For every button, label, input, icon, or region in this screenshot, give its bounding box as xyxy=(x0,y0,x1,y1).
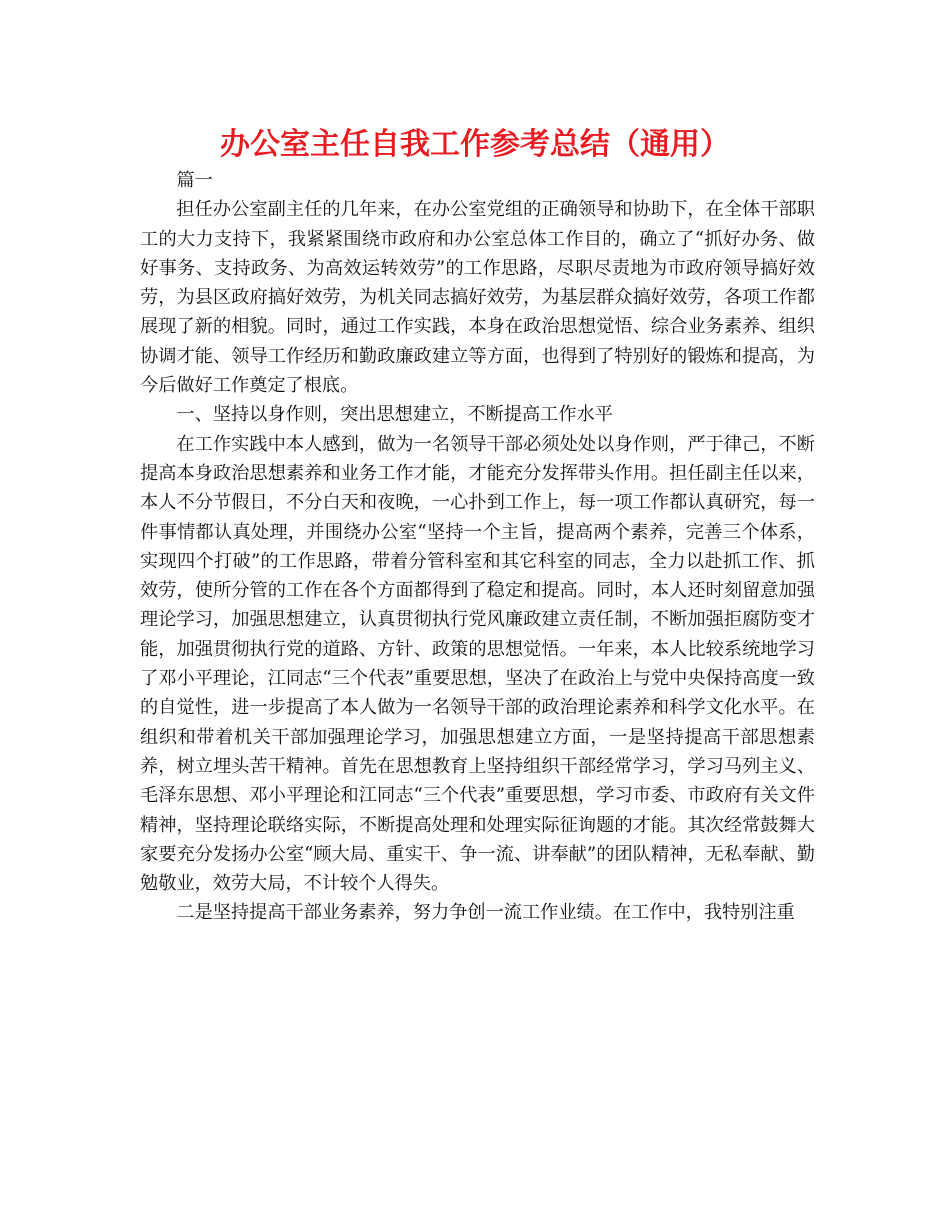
body-paragraph: 在工作实践中本人感到，做为一名领导干部必须处处以身作则，严于律己，不断提高本身政治思想素养和业务工作才能，才能充分发挥带头作用。担任副主任以来，本人不分节假日，不分白天和夜晚，一心扑到工作上，每一项工作都认真研究，每一件事情都认真处理，并围绕办公室“坚持一个主旨，提高两个素养，完善三个体系，实现四个打破”的工作思路，带着分管科室和其它科室的同志，全力以赴抓工作、抓效劳，使所分管的工作在各个方面都得到了稳定和提高。同时，本人还时刻留意加强理论学习，加强思想建立，认真贯彻执行党风廉政建立责任制，不断加强拒腐防变才能，加强贯彻执行党的道路、方针、政策的思想觉悟。一年来，本人比较系统地学习了邓小平理论，江同志“三个代表”重要思想，坚决了在政治上与党中央保持高度一致的自觉性，进一步提高了本人做为一名领导干部的政治理论素养和科学文化水平。在组织和带着机关干部加强理论学习，加强思想建立方面，一是坚持提高干部思想素养，树立埋头苦干精神。首先在思想教育上坚持组织干部经常学习，学习马列主义、毛泽东思想、邓小平理论和江同志“三个代表”重要思想，学习市委、市政府有关文件精神，坚持理论联络实际，不断提高处理和处理实际征询题的才能。其次经常鼓舞大家要充分发扬办公室“顾大局、重实干、争一流、讲奉献”的团队精神，无私奉献、勤勉敬业，效劳大局，不计较个人得失。 xyxy=(140,433,815,895)
section-label: 篇一 xyxy=(176,170,213,191)
document-title: 办公室主任自我工作参考总结（通用） xyxy=(220,127,730,162)
body-paragraph: 担任办公室副主任的几年来，在办公室党组的正确领导和协助下，在全体干部职工的大力支持下，我紧紧围绕市政府和办公室总体工作目的，确立了“抓好办务、做好事务、支持政务、为高效运转效劳”的工作思路，尽职尽责地为市政府领导搞好效劳，为县区政府搞好效劳，为机关同志搞好效劳，为基层群众搞好效劳，各项工作都展现了新的相貌。同时，通过工作实践，本身在政治思想觉悟、综合业务素养、组织协调才能、领导工作经历和勤政廉政建立等方面，也得到了特别好的锻炼和提高，为今后做好工作奠定了根底。 xyxy=(140,199,815,397)
document-body xyxy=(140,166,815,928)
body-paragraph: 二是坚持提高干部业务素养，努力争创一流工作业绩。在工作中，我特别注重 xyxy=(176,902,795,924)
section-heading: 一、坚持以身作则，突出思想建立，不断提高工作水平 xyxy=(176,404,613,426)
